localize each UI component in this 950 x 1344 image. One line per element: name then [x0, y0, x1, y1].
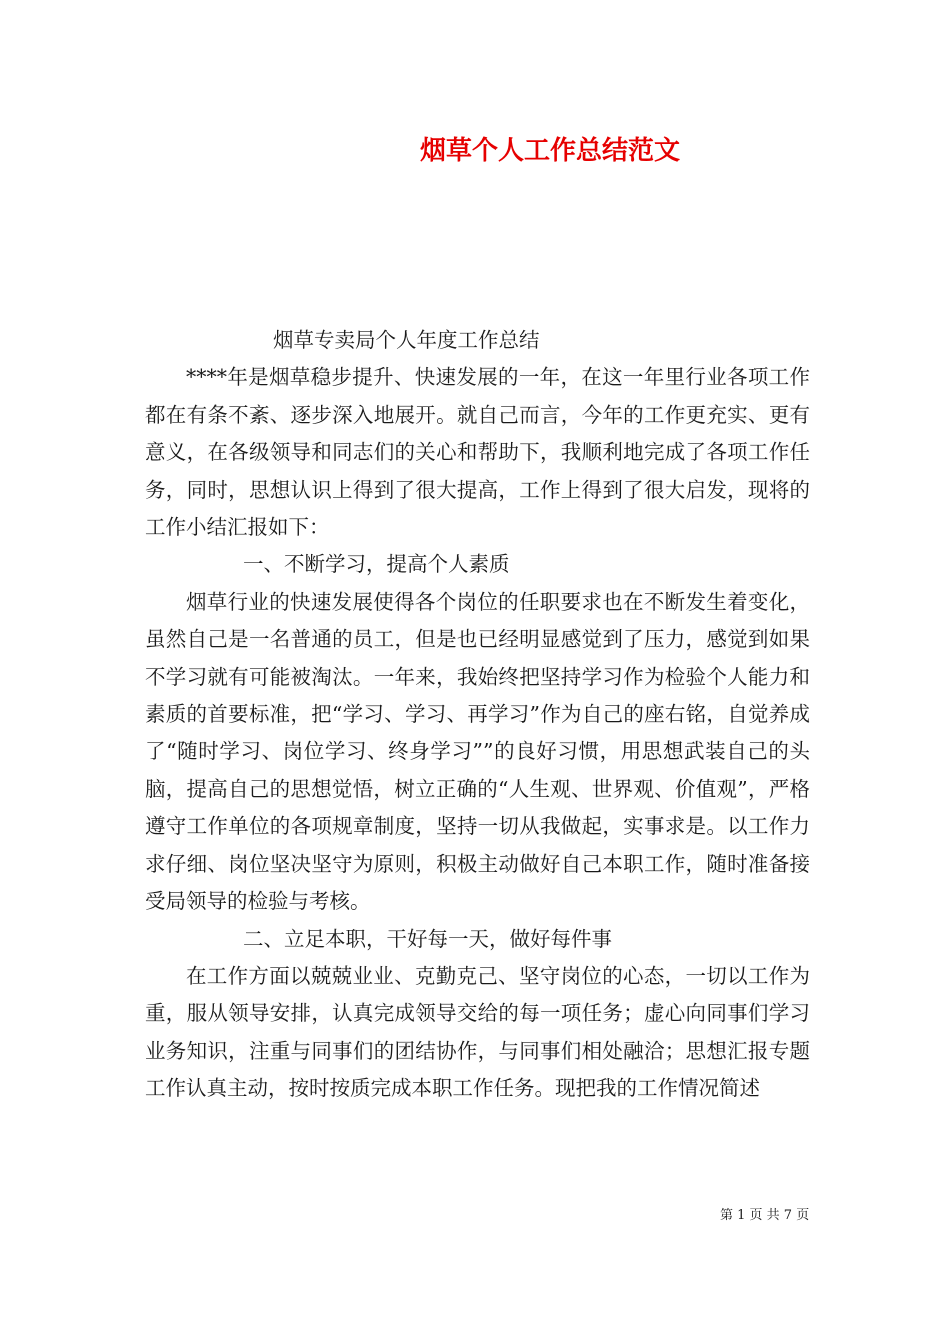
paragraph: ****年是烟草稳步提升、快速发展的一年，在这一年里行业各项工作都在有条不紊、逐步深入地展开。就自己而言，今年的工作更充实、更有意义，在各级领导和同志们的关心和帮助下，我顺利地完成了各项工作任务，同时，思想认识上得到了很大提高，工作上得到了很大启发，现将的工作小结汇报如下：: [145, 365, 810, 540]
page-number-footer: 第 1 页 共 7 页: [720, 1208, 810, 1223]
section-heading: 一、不断学习，提高个人素质: [243, 552, 510, 577]
document-subtitle: 烟草专卖局个人年度工作总结: [273, 328, 540, 352]
section-heading: 二、立足本职，干好每一天，做好每件事: [243, 926, 612, 951]
document-title: 烟草个人工作总结范文: [419, 136, 680, 166]
paragraph: 烟草行业的快速发展使得各个岗位的任职要求也在不断发生着变化，虽然自己是一名普通的员工，但是也已经明显感觉到了压力，感觉到如果不学习就有可能被淘汰。一年来，我始终把坚持学习作为检验个人能力和素质的首要标准，把“学习、学习、再学习”作为自己的座右铭，自觉养成了“随时学习、岗位学习、终身学习””的良好习惯，用思想武装自己的头脑，提高自己的思想觉悟，树立正确的“人生观、世界观、价值观”，严格遵守工作单位的各项规章制度，坚持一切从我做起，实事求是。以工作力求仔细、岗位坚决坚守为原则，积极主动做好自己本职工作，随时准备接受局领导的检验与考核。: [145, 589, 810, 914]
paragraph: 在工作方面以兢兢业业、克勤克己、坚守岗位的心态，一切以工作为重，服从领导安排，认真完成领导交给的每一项任务；虚心向同事们学习业务知识，注重与同事们的团结协作，与同事们相处融洽；思想汇报专题工作认真主动，按时按质完成本职工作任务。现把我的工作情况简述: [145, 963, 810, 1101]
document-body: [145, 322, 810, 1108]
